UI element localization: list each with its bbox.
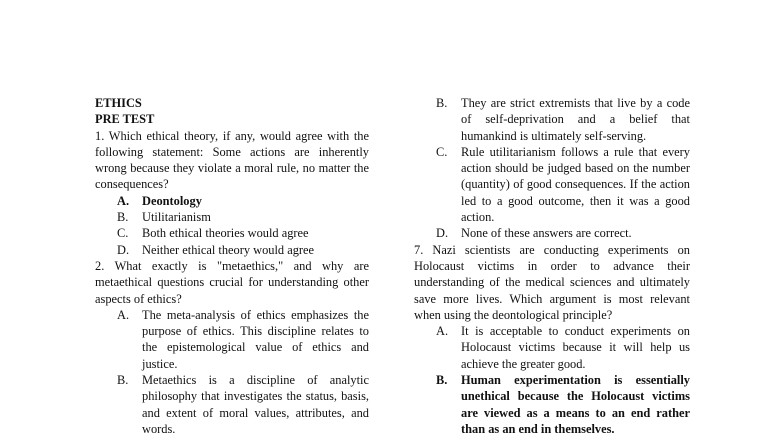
q1-option-c-letter: C. <box>117 226 129 241</box>
q6-option-d-text: None of these answers are correct. <box>461 226 632 241</box>
q1-option-a-letter: A. <box>117 193 130 208</box>
q6-option-b-letter: B. <box>436 96 448 110</box>
q1-option-c <box>117 225 369 241</box>
q2-option-b-text: Metaethics is a discipline of analytic philosophy that investigates the status, basis, and extent of moral values, attributes, and words. <box>142 373 369 436</box>
q2-option-b-letter: B. <box>117 373 129 388</box>
q2-option-a-letter: A. <box>117 307 130 322</box>
question-2: 2. What exactly is "metaethics," and why are metaethical questions crucial for understanding other aspects of ethics? <box>95 258 369 306</box>
left-column <box>95 95 369 437</box>
question-7: 7. Nazi scientists are conducting experiments on Holocaust victims in order to advance their understanding of the medical sciences and ultimately save more lives. Which argument is most relevant when using the deontological principle? <box>414 242 690 322</box>
q7-option-a <box>436 323 690 372</box>
q6-option-c-letter: C. <box>436 144 448 159</box>
q7-option-b-text: Human experimentation is essentially unethical because the Holocaust victims are viewed as a means to an end rather than as an end in themselves. <box>461 373 690 436</box>
right-column <box>414 95 690 437</box>
q7-option-a-text: It is acceptable to conduct experiments on Holocaust victims because it will help us achieve the greater good. <box>461 324 690 371</box>
q6-option-b-text: They are strict extremists that live by a code of self-deprivation and a belief that humankind is ultimately self-serving. <box>461 96 690 143</box>
q7-option-b-letter: B. <box>436 373 448 388</box>
q6-option-c-text: Rule utilitarianism follows a rule that every action should be judged based on the number (quantity) of good consequences. If the action led to a good outcome, then it was a good action. <box>461 144 690 225</box>
q1-option-d-letter: D. <box>117 242 130 257</box>
q1-option-b <box>117 209 369 225</box>
q1-option-a-text: Deontology <box>142 193 202 208</box>
q6-option-d <box>436 225 690 241</box>
q1-option-c-text: Both ethical theories would agree <box>142 226 309 241</box>
q7-option-b <box>436 372 690 437</box>
document-subtitle: PRE TEST <box>95 112 155 127</box>
q1-option-d <box>117 242 369 258</box>
q1-option-b-text: Utilitarianism <box>142 210 211 225</box>
q6-option-d-letter: D. <box>436 226 449 241</box>
q1-option-d-text: Neither ethical theory would agree <box>142 242 315 257</box>
q2-option-a-text: The meta-analysis of ethics emphasizes the purpose of ethics. This discipline relates to the epistemological value of ethics and justice. <box>142 307 369 371</box>
q7-option-a-letter: A. <box>436 324 449 339</box>
q1-option-a <box>117 193 369 209</box>
q6-option-b <box>436 95 690 144</box>
q1-option-b-letter: B. <box>117 210 129 225</box>
q2-option-b <box>117 372 369 437</box>
document-title: ETHICS <box>95 96 142 110</box>
q6-option-c <box>436 144 690 225</box>
question-1: 1. Which ethical theory, if any, would agree with the following statement: Some actions are inherently wrong because they violate a moral rule, no matter the consequences? <box>95 128 369 192</box>
q2-option-a <box>117 307 369 372</box>
